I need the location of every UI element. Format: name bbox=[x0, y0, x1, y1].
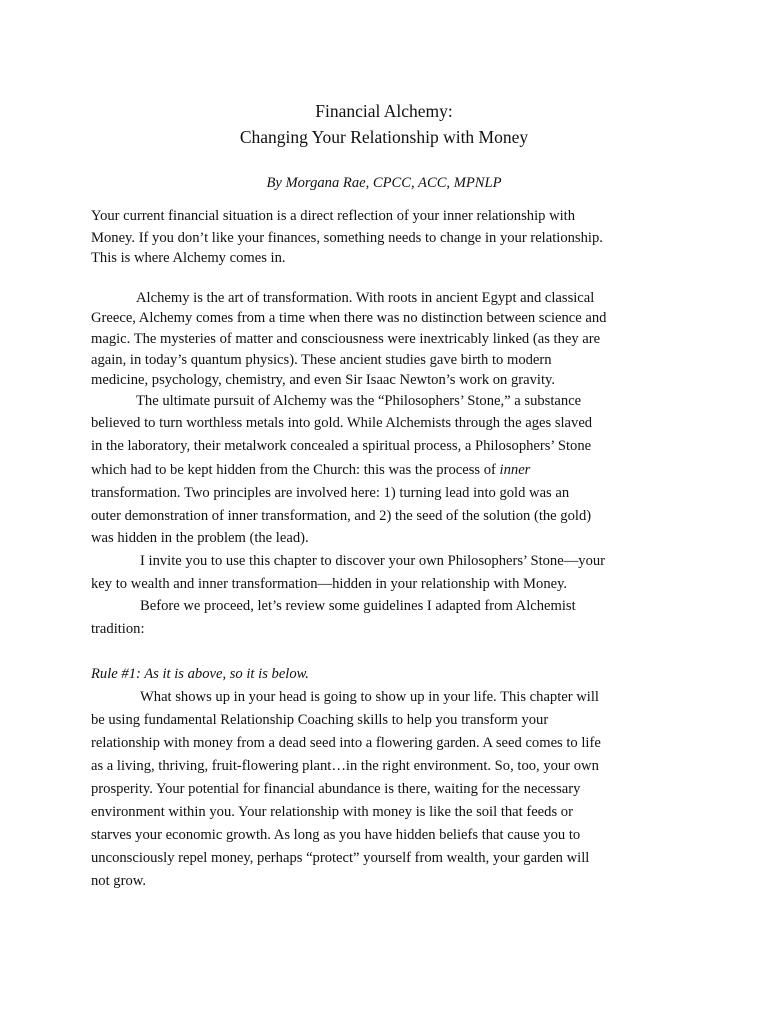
author-byline: By Morgana Rae, CPCC, ACC, MPNLP bbox=[266, 175, 502, 191]
stone-para-line: outer demonstration of inner transformation, and 2) the seed of the solution (the gold) bbox=[91, 508, 592, 524]
alchemy-para-line: magic. The mysteries of matter and consciousness were inextricably linked (as they are bbox=[91, 331, 601, 347]
rule-1-body-line: unconsciously repel money, perhaps “protect” yourself from wealth, your garden will bbox=[91, 850, 590, 866]
alchemy-para-line: medicine, psychology, chemistry, and even Sir Isaac Newton’s work on gravity. bbox=[91, 372, 556, 388]
invite-para-line: key to wealth and inner transformation—hidden in your relationship with Money. bbox=[91, 576, 568, 592]
rule-1-body-line: What shows up in your head is going to show up in your life. This chapter will bbox=[140, 689, 599, 705]
rule-1-body-line: environment within you. Your relationship with money is like the soil that feeds or bbox=[91, 804, 573, 820]
title-line-2: Changing Your Relationship with Money bbox=[239, 127, 529, 147]
stone-para-line: believed to turn worthless metals into gold. While Alchemists through the ages slaved bbox=[91, 415, 593, 431]
invite-para-line: I invite you to use this chapter to discover your own Philosophers’ Stone—your bbox=[140, 553, 606, 569]
rule-1-body-line: relationship with money from a dead seed into a flowering garden. A seed comes to life bbox=[91, 735, 601, 751]
alchemy-para-line: Greece, Alchemy comes from a time when there was no distinction between science and bbox=[91, 310, 607, 326]
stone-para-line bbox=[91, 461, 530, 479]
stone-para-text: which had to be kept hidden from the Church: this was the process of bbox=[91, 462, 500, 478]
rule-1-body-line: starves your economic growth. As long as you have hidden beliefs that cause you to bbox=[91, 827, 581, 843]
stone-para-line: transformation. Two principles are involved here: 1) turning lead into gold was an bbox=[91, 485, 570, 501]
rule-1-body-line: not grow. bbox=[91, 873, 146, 889]
stone-para-italic-word: inner bbox=[499, 462, 531, 478]
rule-1-heading: Rule #1: As it is above, so it is below. bbox=[91, 666, 309, 682]
intro-line: Money. If you don’t like your finances, something needs to change in your relationship. bbox=[91, 230, 603, 246]
intro-line: This is where Alchemy comes in. bbox=[91, 250, 286, 266]
stone-para-line: was hidden in the problem (the lead). bbox=[91, 530, 309, 546]
intro-line: Your current financial situation is a direct reflection of your inner relationship with bbox=[91, 208, 576, 224]
alchemy-para-line: again, in today’s quantum physics). These ancient studies gave birth to modern bbox=[91, 352, 552, 368]
alchemy-para-line: Alchemy is the art of transformation. With roots in ancient Egypt and classical bbox=[136, 290, 595, 306]
stone-para-line: The ultimate pursuit of Alchemy was the “Philosophers’ Stone,” a substance bbox=[136, 393, 582, 409]
rule-1-body-line: prosperity. Your potential for financial abundance is there, waiting for the necessary bbox=[91, 781, 581, 797]
rule-1-body-line: as a living, thriving, fruit-flowering plant…in the right environment. So, too, your own bbox=[91, 758, 599, 774]
rule-1-body-line: be using fundamental Relationship Coaching skills to help you transform your bbox=[91, 712, 549, 728]
before-para-line: tradition: bbox=[91, 621, 145, 637]
before-para-line: Before we proceed, let’s review some guidelines I adapted from Alchemist bbox=[140, 598, 576, 614]
stone-para-line: in the laboratory, their metalwork concealed a spiritual process, a Philosophers’ Stone bbox=[91, 438, 592, 454]
title-line-1: Financial Alchemy: bbox=[315, 101, 453, 121]
